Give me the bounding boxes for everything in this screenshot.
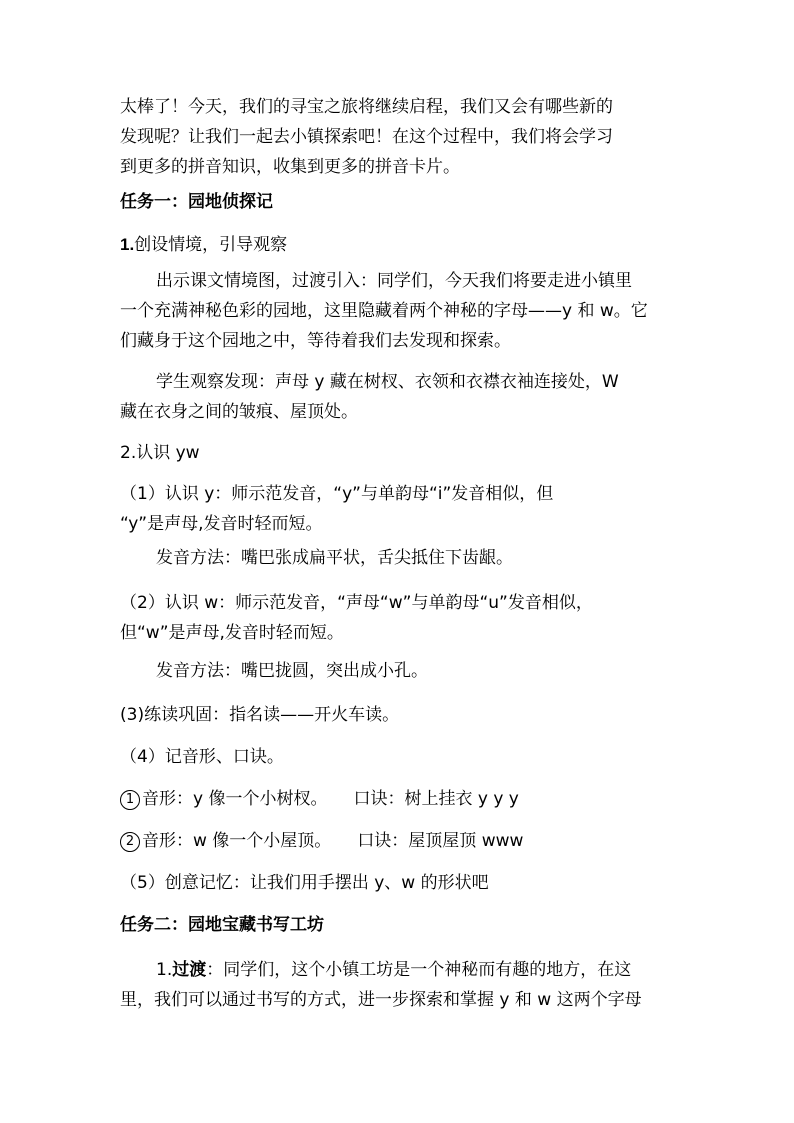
intro-line-3: 到更多的拼音知识，收集到更多的拼音卡片。 xyxy=(120,157,460,177)
observation-line-2: 藏在衣身之间的皱痕、屋顶处。 xyxy=(120,402,358,422)
scene-paragraph-line-1: 出示课文情境图，过渡引入：同学们，今天我们将要走进小镇里 xyxy=(156,271,632,291)
task2-heading: 任务二：园地宝藏书写工坊 xyxy=(120,915,324,935)
circled-number-2: 2 xyxy=(120,832,140,852)
circled-number-1: 1 xyxy=(120,790,140,810)
transition-number: 1. xyxy=(156,960,173,980)
rhyme-y-text: 口诀：树上挂衣 y y y xyxy=(353,789,519,809)
shape-w-text: 音形：w 像一个小屋顶。 xyxy=(142,831,332,851)
transition-line-2: 里，我们可以通过书写的方式，进一步探索和掌握 y 和 w 这两个字母 xyxy=(120,990,642,1010)
y-pronunciation-method: 发音方法：嘴巴张成扁平状，舌尖抵住下齿龈。 xyxy=(156,548,513,568)
shape-w-row xyxy=(120,826,680,856)
transition-text: ：同学们，这个小镇工坊是一个神秘而有趣的地方，在这 xyxy=(206,960,632,980)
transition-keyword: 过渡 xyxy=(172,960,207,980)
shape-y-text: 音形：y 像一个小树杈。 xyxy=(142,789,328,809)
learn-y-line-1: （1）认识 y：师示范发音，“y”与单韵母“i”发音相似，但 xyxy=(120,484,554,504)
learn-y-line-2: “y”是声母,发音时轻而短。 xyxy=(120,514,323,534)
w-pronunciation-method: 发音方法：嘴巴拢圆，突出成小孔。 xyxy=(156,661,428,681)
observation-line-1: 学生观察发现：声母 y 藏在树杈、衣领和衣襟衣袖连接处，W xyxy=(156,372,619,392)
creative-memory: （5）创意记忆：让我们用手摆出 y、w 的形状吧 xyxy=(120,873,489,893)
memory-heading: （4）记音形、口诀。 xyxy=(120,747,284,767)
task1-subheading-1 xyxy=(120,230,680,260)
shape-y-row xyxy=(120,784,680,814)
task1-subheading-2: 2.认识 yw xyxy=(120,443,200,463)
scene-paragraph-line-2: 一个充满神秘色彩的园地，这里隐藏着两个神秘的字母——y 和 w。它 xyxy=(120,301,648,321)
learn-w-line-1: （2）认识 w：师示范发音，“声母“w”与单韵母“u”发音相似， xyxy=(120,593,593,613)
scene-paragraph-line-3: 们藏身于这个园地之中，等待着我们去发现和探索。 xyxy=(120,331,511,351)
rhyme-w-text: 口诀：屋顶屋顶 www xyxy=(357,831,524,851)
transition-line-1 xyxy=(120,955,680,985)
subheading-number: 1. xyxy=(120,235,135,254)
intro-line-1: 太棒了！今天，我们的寻宝之旅将继续启程，我们又会有哪些新的 xyxy=(120,97,613,117)
task1-heading: 任务一：园地侦探记 xyxy=(120,192,273,212)
learn-w-line-2: 但“w”是声母,发音时轻而短。 xyxy=(120,623,344,643)
practice-reading: (3)练读巩固：指名读——开火车读。 xyxy=(120,705,400,725)
intro-line-2: 发现呢？让我们一起去小镇探索吧！在这个过程中，我们将会学习 xyxy=(120,127,613,147)
subheading-text: 创设情境，引导观察 xyxy=(134,235,288,255)
